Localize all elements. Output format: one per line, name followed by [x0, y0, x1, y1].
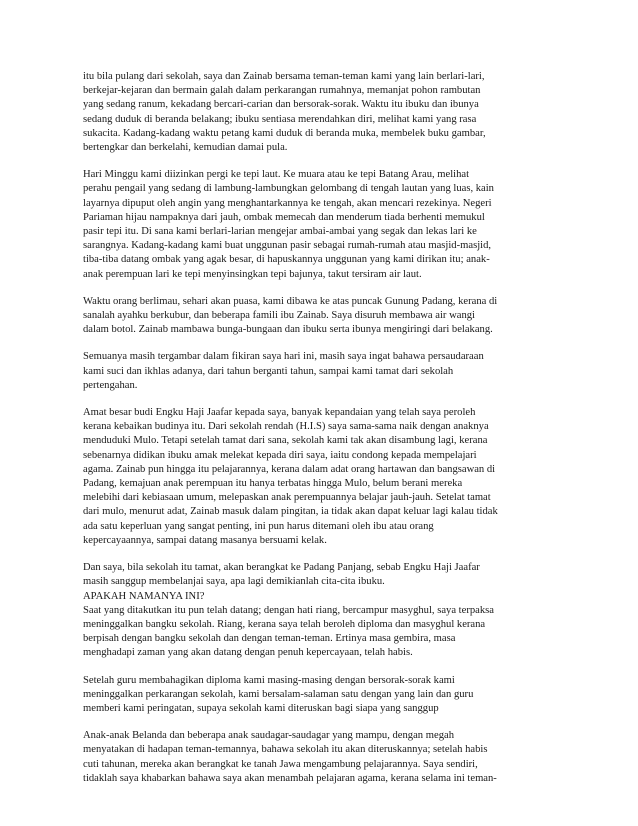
text-line: sanalah ayahku berkubur, dan beberapa famili ibu Zainab. Saya disuruh membawa air wangi	[83, 310, 475, 322]
text-line: pertengahan.	[83, 379, 138, 391]
text-line: tidaklah saya khabarkan bahawa saya akan menambah pelajaran agama, kerana selama ini teman-	[83, 772, 497, 784]
text-line: ada satu keperluan yang sangat penting, ini pun harus ditemani oleh ibu atau orang	[83, 520, 434, 532]
text-line: sarangnya. Kadang-kadang kami buat unggunan pasir sebagai rumah-rumah atau masjid-masjid,	[83, 240, 492, 252]
text-line: menghadapi zaman yang akan datang dengan penuh kepercayaan, telah habis.	[83, 647, 413, 659]
text-line: tiba-tiba datang ombak yang agak besar, di hapuskannya unggunan yang kami dirikan itu; anak-	[83, 254, 490, 266]
text-line: itu bila pulang dari sekolah, saya dan Zainab bersama teman-teman kami yang lain berlari-lari,	[83, 71, 485, 82]
text-line: agama. Zainab pun hingga itu pelajarannya, kerana dalam adat orang hartawan dan bangsawan di	[83, 463, 496, 475]
text-line: Anak-anak Belanda dan beberapa anak saudagar-saudagar yang mampu, dengan megah	[83, 730, 454, 742]
text-line: meninggalkan bangku sekolah. Riang, kerana saya telah beroleh diploma dan masyghul kerana	[83, 618, 486, 630]
text-line: Saat yang ditakutkan itu pun telah datang; dengan hati riang, bercampur masyghul, saya terpaksa	[83, 604, 494, 616]
paragraph	[83, 674, 557, 717]
text-line: Amat besar budi Engku Haji Jaafar kepada saya, banyak kepandaian yang telah saya peroleh	[83, 407, 476, 419]
text-line: Waktu orang berlimau, sehari akan puasa, kami dibawa ke atas puncak Gunung Padang, kerana di	[83, 295, 498, 307]
text-line: Dan saya, bila sekolah itu tamat, akan berangkat ke Padang Panjang, sebab Engku Haji Jaafar	[83, 562, 480, 574]
text-line: sebenarnya didikan ibuku amak melekat kepada diri saya, iaitu condong kepada mempelajari	[83, 449, 477, 461]
text-line: memberi kami peringatan, supaya sekolah kami diteruskan bagi siapa yang sanggup	[83, 702, 439, 714]
text-line: bertengkar dan berkelahi, kemudian damai pula.	[83, 142, 288, 154]
text-line: kepercayaannya, sampai datang masanya bersuami kelak.	[83, 534, 327, 546]
text-line: menduduki Mulo. Tetapi setelah tamat dari sana, sekolah kami tak akan disambung lagi, kerana	[83, 435, 488, 447]
document-body	[83, 70, 557, 799]
text-line: anak perempuan lari ke tepi menyinsingkan tepi bajunya, takut tersiram air laut.	[83, 268, 422, 280]
text-line: dalam botol. Zainab mambawa bunga-bungaan dan ibuku serta ibunya mengiringi dari belakang.	[83, 324, 493, 336]
text-line: berpisah dengan bangku sekolah dan dengan teman-teman. Ertinya masa gembira, masa	[83, 633, 456, 645]
text-line: APAKAH NAMANYA INI?	[83, 590, 205, 602]
text-line: berkejar-kejaran dan bermain galah dalam perkarangan rumahnya, memanjat pohon rambutan	[83, 85, 481, 97]
text-line: sukacita. Kadang-kadang waktu petang kami duduk di beranda muka, membelek buku gambar,	[83, 127, 486, 139]
text-line: masih sanggup membelanjai saya, apa lagi demikianlah cita-cita ibuku.	[83, 576, 385, 588]
text-line: Hari Minggu kami diizinkan pergi ke tepi laut. Ke muara atau ke tepi Batang Arau, melihat	[83, 169, 470, 181]
text-line: layarnya dipuput oleh angin yang menghantarkannya ke tengah, akan mencari rezekinya. Negeri	[83, 197, 492, 209]
text-line: melebihi dari kebiasaan umum, melepaskan anak perempuannya belajar jauh-jauh. Setelat tamat	[83, 492, 491, 504]
paragraph	[83, 168, 557, 282]
paragraph	[83, 70, 557, 155]
paragraph	[83, 729, 557, 786]
text-line: pasir tepi itu. Di sana kami berlari-larian mengejar ambai-ambai yang segak dan lekas lari ke	[83, 226, 477, 238]
text-line: dari mulo, menurut adat, Zainab masuk dalam pingitan, ia tidak akan dapat keluar lagi kalau tidak	[83, 506, 498, 518]
text-line: meninggalkan perkarangan sekolah, kami bersalam-salaman satu dengan yang lain dan guru	[83, 688, 474, 700]
text-line: yang sedang ranum, kekadang bercari-carian dan bersorak-sorak. Waktu itu ibuku dan ibunya	[83, 99, 479, 111]
text-line: kerana kebaikan budinya itu. Dari sekolah rendah (H.I.S) saya sama-sama naik dengan anaknya	[83, 421, 489, 433]
text-line: Padang, kemajuan anak perempuan itu hanya terbatas hingga Mulo, belum berani mereka	[83, 478, 463, 490]
paragraph	[83, 406, 557, 548]
text-line: kami suci dan ikhlas adanya, dari tahun berganti tahun, sampai kami tamat dari sekolah	[83, 365, 454, 377]
paragraph	[83, 350, 557, 393]
text-line: perahu pengail yang sedang di lambung-lambungkan gelombang di tengah lautan yang luas, kain	[83, 183, 494, 195]
text-line: Setelah guru membahagikan diploma kami masing-masing dengan bersorak-sorak kami	[83, 674, 455, 686]
text-line: Semuanya masih tergambar dalam fikiran saya hari ini, masih saya ingat bahawa persaudaraan	[83, 351, 484, 363]
paragraph	[83, 295, 557, 338]
paragraph	[83, 561, 557, 660]
text-line: Pariaman hijau nampaknya dari jauh, ombak memecah dan menderum tiada berhenti memukul	[83, 211, 485, 223]
text-line: sedang duduk di beranda belakang; ibuku sentiasa merendahkan diri, melihat kami yang rasa	[83, 113, 477, 125]
text-line: cuti tahunan, mereka akan berangkat ke tanah Jawa mengambung pelajarannya. Saya sendiri,	[83, 758, 478, 770]
text-line: menyatakan di hadapan teman-temannya, bahawa sekolah itu akan diteruskannya; setelah habis	[83, 744, 488, 756]
